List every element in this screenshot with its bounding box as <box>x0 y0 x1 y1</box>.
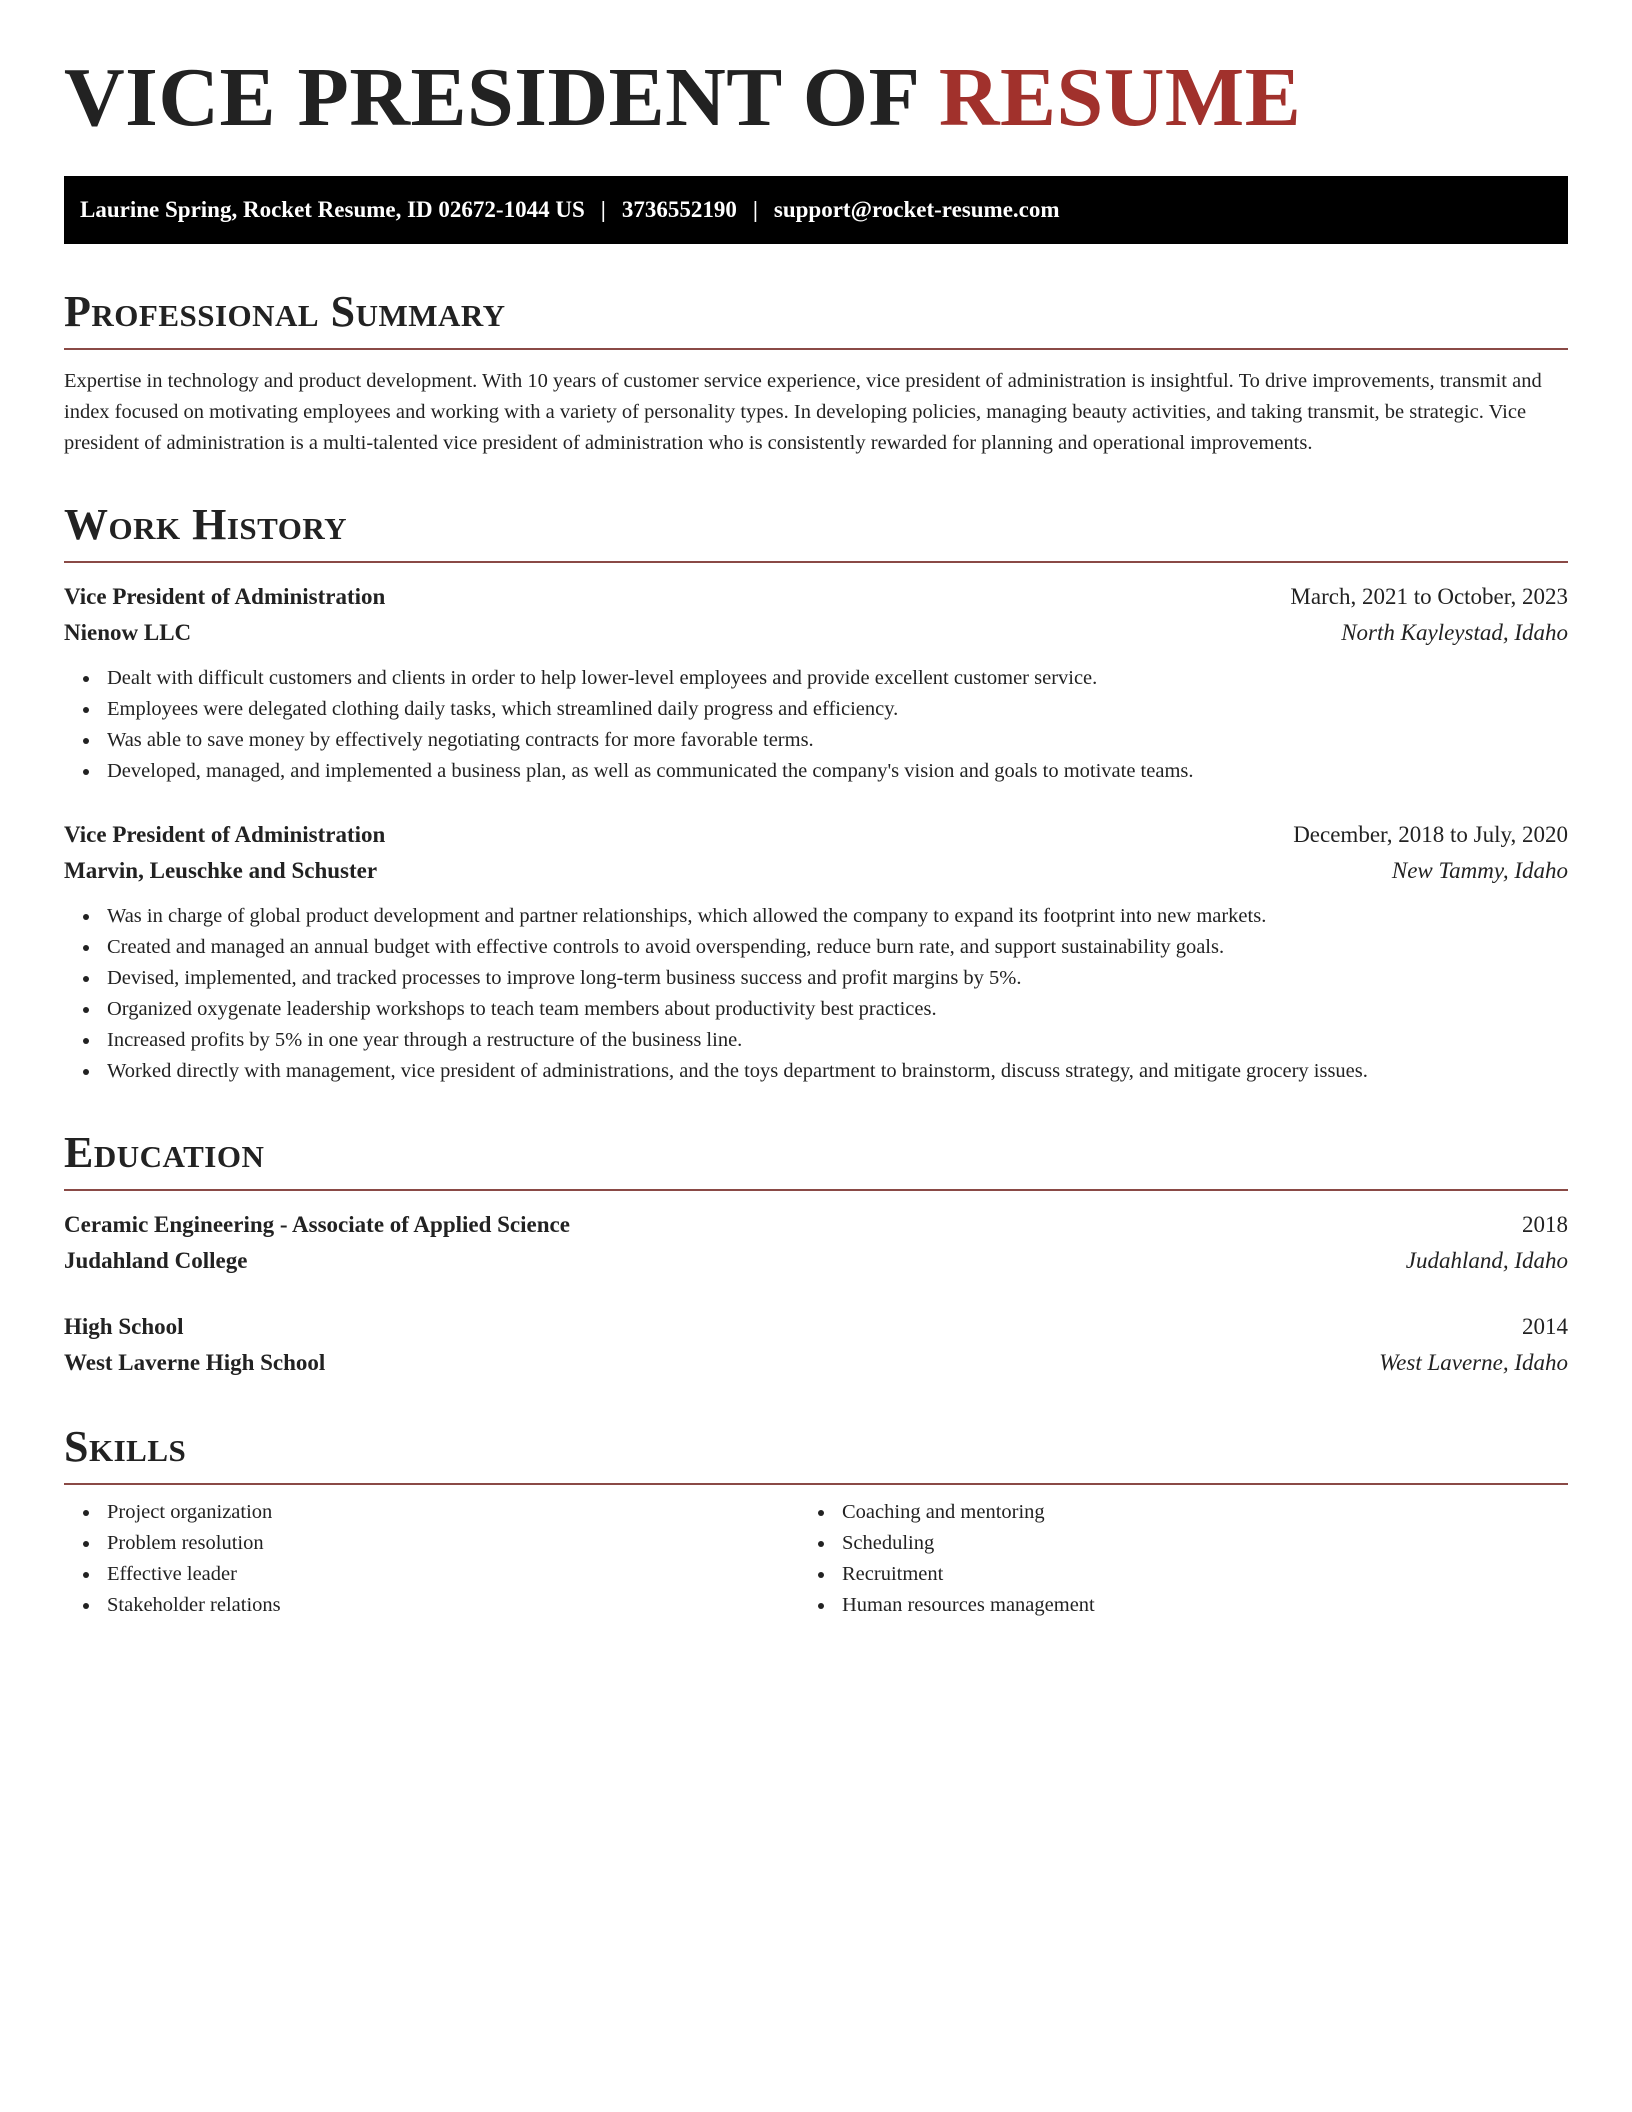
job-entry <box>64 579 1568 787</box>
education-degree-row <box>64 1207 1568 1243</box>
job-entry <box>64 817 1568 1087</box>
job-title: Vice President of Administration <box>64 584 386 609</box>
list-item: Created and managed an annual budget with effective controls to avoid overspending, reduce burn rate, and support sustainability goals. <box>107 932 1568 963</box>
list-item: Was in charge of global product development and partner relationships, which allowed the company to expand its footprint into new markets. <box>107 901 1568 932</box>
job-location: North Kayleystad, Idaho <box>1341 620 1568 645</box>
education-degree: High School <box>64 1314 184 1339</box>
section-divider <box>64 348 1568 350</box>
section-divider <box>64 561 1568 563</box>
contact-separator: | <box>752 197 758 222</box>
work-history-heading: Work History <box>64 500 348 549</box>
job-company: Marvin, Leuschke and Schuster <box>64 858 378 883</box>
list-item: Devised, implemented, and tracked processes to improve long-term business success and profit margins by 5%. <box>107 963 1568 994</box>
education-year: 2018 <box>1522 1212 1568 1237</box>
list-item: Developed, managed, and implemented a business plan, as well as communicated the company's vision and goals to motivate teams. <box>107 756 1568 787</box>
list-item: Dealt with difficult customers and clients in order to help lower-level employees and provide excellent customer service. <box>107 663 1568 694</box>
list-item: Effective leader <box>107 1559 799 1590</box>
education-location: West Laverne, Idaho <box>1379 1350 1568 1375</box>
job-company-row <box>64 853 1568 889</box>
job-bullets <box>64 901 1568 1087</box>
education-school: West Laverne High School <box>64 1350 326 1375</box>
education-section <box>64 1128 1568 1381</box>
contact-phone: 3736552190 <box>621 197 737 222</box>
summary-section <box>64 287 1568 459</box>
list-item: Increased profits by 5% in one year through a restructure of the business line. <box>107 1025 1568 1056</box>
job-header-row <box>64 817 1568 853</box>
list-item: Human resources management <box>842 1590 1534 1621</box>
list-item: Scheduling <box>842 1528 1534 1559</box>
job-title: Vice President of Administration <box>64 822 386 847</box>
list-item: Employees were delegated clothing daily tasks, which streamlined daily progress and efficiency. <box>107 694 1568 725</box>
education-school-row <box>64 1345 1568 1381</box>
list-item: Recruitment <box>842 1559 1534 1590</box>
education-entry <box>64 1207 1568 1279</box>
job-company: Nienow LLC <box>64 620 192 645</box>
resume-title <box>64 51 1568 144</box>
list-item: Organized oxygenate leadership workshops to teach team members about productivity best practices. <box>107 994 1568 1025</box>
list-item: Project organization <box>107 1497 799 1528</box>
contact-address: Laurine Spring, Rocket Resume, ID 02672-1044 US <box>80 197 585 222</box>
education-entry <box>64 1309 1568 1381</box>
section-divider <box>64 1483 1568 1485</box>
title-main: VICE PRESIDENT OF <box>64 51 939 144</box>
section-divider <box>64 1189 1568 1191</box>
education-location: Judahland, Idaho <box>1405 1248 1568 1273</box>
summary-heading: Professional Summary <box>64 287 506 336</box>
list-item: Stakeholder relations <box>107 1590 799 1621</box>
job-header-row <box>64 579 1568 615</box>
education-heading: Education <box>64 1128 265 1177</box>
skills-section <box>64 1422 1568 1621</box>
education-year: 2014 <box>1522 1314 1568 1339</box>
skills-grid <box>64 1497 1568 1621</box>
job-company-row <box>64 615 1568 651</box>
contact-bar <box>64 176 1568 244</box>
education-school-row <box>64 1243 1568 1279</box>
skills-list <box>799 1497 1534 1621</box>
skills-column-2 <box>799 1497 1534 1621</box>
work-history-section <box>64 500 1568 1087</box>
job-dates: March, 2021 to October, 2023 <box>1290 584 1568 609</box>
education-degree-row <box>64 1309 1568 1345</box>
list-item: Coaching and mentoring <box>842 1497 1534 1528</box>
skills-heading: Skills <box>64 1422 187 1471</box>
education-degree: Ceramic Engineering - Associate of Applied Science <box>64 1212 570 1237</box>
contact-separator: | <box>600 197 606 222</box>
list-item: Worked directly with management, vice president of administrations, and the toys department to brainstorm, discuss strategy, and mitigate grocery issues. <box>107 1056 1568 1087</box>
summary-text: Expertise in technology and product development. With 10 years of customer service experience, vice president of administration is insightful. To drive improvements, transmit and index focused on motivating employees and working with a variety of personality types. In developing policies, managing beauty activities, and taking transmit, be strategic. Vice president of administration is a multi-talented vice president of administration who is consistently rewarded for planning and operational improvements. <box>64 370 1542 454</box>
title-accent: RESUME <box>938 51 1302 144</box>
list-item: Problem resolution <box>107 1528 799 1559</box>
skills-list <box>64 1497 799 1621</box>
education-school: Judahland College <box>64 1248 248 1273</box>
list-item: Was able to save money by effectively negotiating contracts for more favorable terms. <box>107 725 1568 756</box>
skills-column-1 <box>64 1497 799 1621</box>
contact-email: support@rocket-resume.com <box>773 197 1060 222</box>
job-bullets <box>64 663 1568 787</box>
job-location: New Tammy, Idaho <box>1391 858 1568 883</box>
job-dates: December, 2018 to July, 2020 <box>1293 822 1568 847</box>
